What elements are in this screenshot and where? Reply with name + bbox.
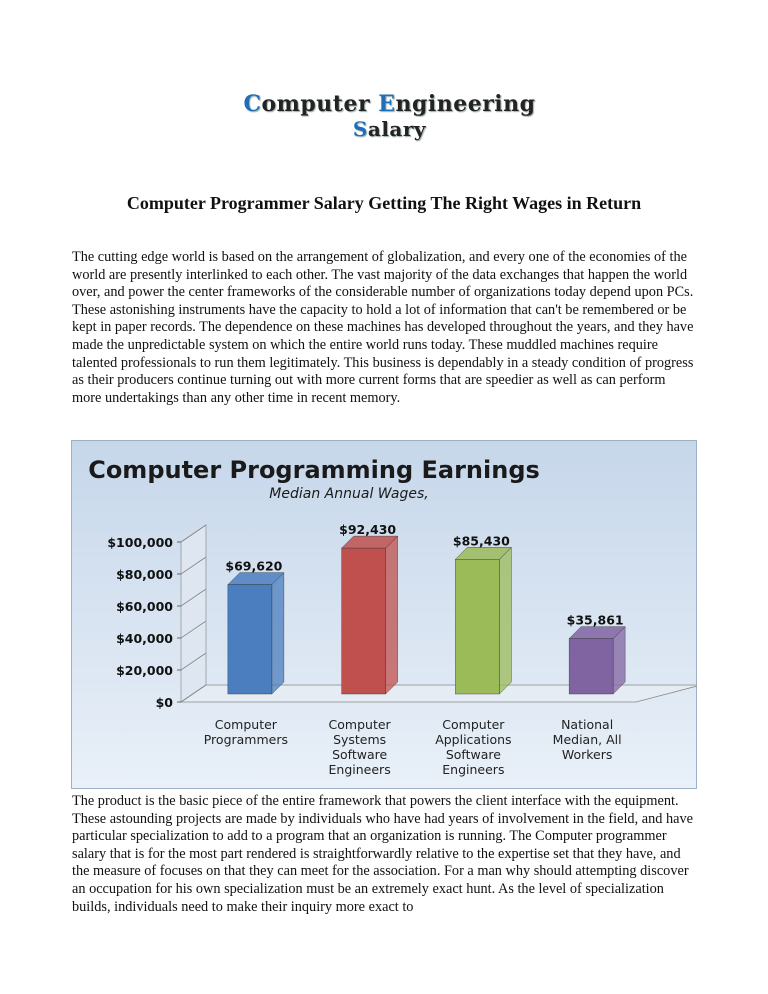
y-tick-label: $100,000 <box>107 535 173 550</box>
bar-side <box>499 547 511 694</box>
data-label: $69,620 <box>225 558 283 574</box>
y-tick-label: $60,000 <box>116 599 173 614</box>
bar <box>228 585 272 694</box>
paragraph-intro: The cutting edge world is based on the arrangement of globalization, and every one of the economies of the world are presently interlinked to each other. The vast majority of the data exchanges that happen the world over, and power the center frameworks of the considerable number of organizations today depend upon PCs. These astonishing instruments have the capacity to hold a lot of information that can't be remembered or be kept in paper records. The dependence on these machines has developed throughout the years, and they have made the unpredictable system on which the entire world runs today. These muddled machines require talented professionals to run them legitimately. This business is dependably in a steady condition of progress as their producers continue turning out with more current forms that are speedier as well as can perform more undertakings than any other time in recent memory. <box>72 249 694 406</box>
y-tick-label: $40,000 <box>116 631 173 646</box>
y-tick-label: $80,000 <box>116 567 173 582</box>
paragraph-product: The product is the basic piece of the entire framework that powers the client interface with the equipment. These astounding projects are made by individuals who have had years of involvement in the field, and have particular specialization to add to a program that an organization is running. The Computer programmer salary that is for the most part rendered is straightforwardly relative to the expertise set that they have, and the measure of focuses on that they can meet for the association. For a man why should attempting discover an occupation for his own specialization must be an extremely exact hunt. As the level of specialization builds, individuals need to make their inquiry more exact to <box>72 793 693 915</box>
logo: Computer Engineering Salary <box>243 91 536 141</box>
chart-subtitle: Median Annual Wages, <box>269 486 429 502</box>
bar <box>342 548 386 694</box>
bar <box>455 559 499 694</box>
category-label: Computer Applications Software Engineers <box>435 717 512 777</box>
category-label: Computer Systems Software Engineers <box>328 717 391 777</box>
chart-title: Computer Programming Earnings <box>88 456 540 484</box>
category-label: National Median, All Workers <box>552 717 622 762</box>
page-title: Computer Programmer Salary Getting The Right Wages in Return <box>126 193 642 213</box>
data-label: $85,430 <box>452 533 510 549</box>
bar-side <box>386 536 398 694</box>
category-label: Computer Programmers <box>203 717 289 747</box>
bar-side <box>272 573 284 694</box>
data-label: $35,861 <box>566 612 624 628</box>
data-label: $92,430 <box>339 522 397 538</box>
bar <box>569 639 613 694</box>
y-tick-label: $20,000 <box>116 663 173 678</box>
earnings-chart <box>71 440 697 789</box>
y-tick-label: $0 <box>155 695 173 710</box>
chart-side-wall <box>181 525 206 702</box>
